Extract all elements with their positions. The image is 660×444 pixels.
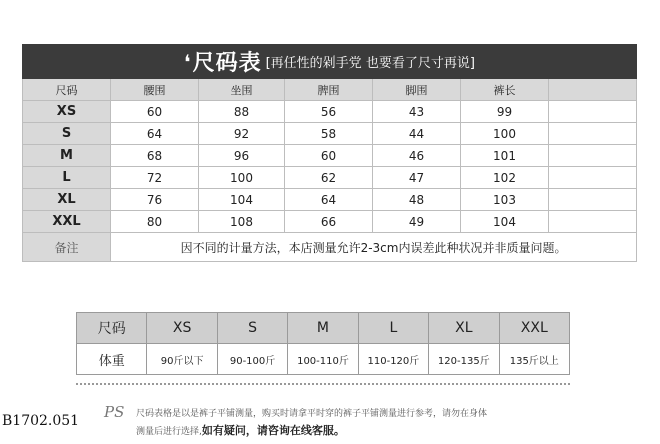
weight-size-row [77, 313, 570, 344]
weight-cell: 135斤以上 [499, 344, 569, 375]
size-cell: XS [23, 101, 111, 123]
table-row [23, 189, 637, 211]
weight-chart-table [76, 312, 570, 375]
size-chart-header-row [23, 79, 637, 101]
size-cell: M [288, 313, 358, 344]
footer-note-line-2a: 测量后进行选择, [136, 427, 202, 437]
value-cell: 99 [461, 101, 549, 123]
header-cell: 脾围 [285, 79, 373, 101]
size-chart-table [22, 44, 637, 262]
value-cell: 66 [285, 211, 373, 233]
size-chart-title: 尺码表 [192, 51, 262, 76]
value-cell: 56 [285, 101, 373, 123]
value-cell: 88 [199, 101, 285, 123]
size-cell: XL [429, 313, 499, 344]
size-chart-banner [23, 45, 637, 79]
weight-cell: 90斤以下 [147, 344, 217, 375]
value-cell: 58 [285, 123, 373, 145]
table-row [23, 145, 637, 167]
value-cell [549, 211, 637, 233]
value-cell: 102 [461, 167, 549, 189]
product-code: B1702.051 [2, 413, 80, 429]
ps-mark: PS [104, 403, 125, 421]
size-cell: S [217, 313, 287, 344]
weight-value-row [77, 344, 570, 375]
header-cell: 脚围 [373, 79, 461, 101]
value-cell: 72 [111, 167, 199, 189]
header-cell [549, 79, 637, 101]
size-cell: XXL [499, 313, 569, 344]
value-cell: 76 [111, 189, 199, 211]
weight-cell: 110-120斤 [358, 344, 428, 375]
weight-label: 体重 [77, 344, 147, 375]
value-cell: 104 [199, 189, 285, 211]
value-cell: 68 [111, 145, 199, 167]
weight-cell: 90-100斤 [217, 344, 287, 375]
weight-cell: 100-110斤 [288, 344, 358, 375]
value-cell: 101 [461, 145, 549, 167]
header-cell: 尺码 [23, 79, 111, 101]
value-cell: 100 [199, 167, 285, 189]
value-cell [549, 167, 637, 189]
size-label: 尺码 [77, 313, 147, 344]
value-cell: 64 [111, 123, 199, 145]
value-cell: 92 [199, 123, 285, 145]
size-cell: XS [147, 313, 217, 344]
value-cell: 80 [111, 211, 199, 233]
size-cell: S [23, 123, 111, 145]
value-cell: 43 [373, 101, 461, 123]
value-cell: 96 [199, 145, 285, 167]
size-cell: L [23, 167, 111, 189]
value-cell: 48 [373, 189, 461, 211]
note-row [23, 233, 637, 262]
size-chart-subtitle: [再任性的剁手党 也要看了尺寸再说] [265, 56, 475, 71]
table-row [23, 123, 637, 145]
value-cell [549, 101, 637, 123]
size-cell: XXL [23, 211, 111, 233]
value-cell: 60 [285, 145, 373, 167]
value-cell: 46 [373, 145, 461, 167]
size-cell: L [358, 313, 428, 344]
dotted-divider [76, 383, 570, 385]
value-cell: 103 [461, 189, 549, 211]
value-cell: 62 [285, 167, 373, 189]
header-cell: 坐围 [199, 79, 285, 101]
value-cell [549, 145, 637, 167]
footer-note-line-2 [136, 422, 345, 438]
value-cell: 49 [373, 211, 461, 233]
table-row [23, 211, 637, 233]
header-cell: 腰围 [111, 79, 199, 101]
weight-cell: 120-135斤 [429, 344, 499, 375]
footer-note-line-1: 尺码表格是以是裤子平铺测量，购买时请拿平时穿的裤子平铺测量进行参考，请勿在身体 [136, 409, 488, 419]
footer-note-line-2b: 如有疑问，请咨询在线客服。 [201, 424, 345, 437]
value-cell: 100 [461, 123, 549, 145]
value-cell: 47 [373, 167, 461, 189]
value-cell: 108 [199, 211, 285, 233]
size-cell: M [23, 145, 111, 167]
value-cell [549, 123, 637, 145]
value-cell: 44 [373, 123, 461, 145]
note-text: 因不同的计量方法，本店测量允许2-3cm内误差此种状况并非质量问题。 [111, 233, 637, 262]
header-cell: 裤长 [461, 79, 549, 101]
table-row [23, 101, 637, 123]
quote-mark-icon: ❛ [184, 49, 191, 74]
note-label: 备注 [23, 233, 111, 262]
value-cell: 60 [111, 101, 199, 123]
table-row [23, 167, 637, 189]
value-cell: 104 [461, 211, 549, 233]
size-cell: XL [23, 189, 111, 211]
value-cell: 64 [285, 189, 373, 211]
value-cell [549, 189, 637, 211]
